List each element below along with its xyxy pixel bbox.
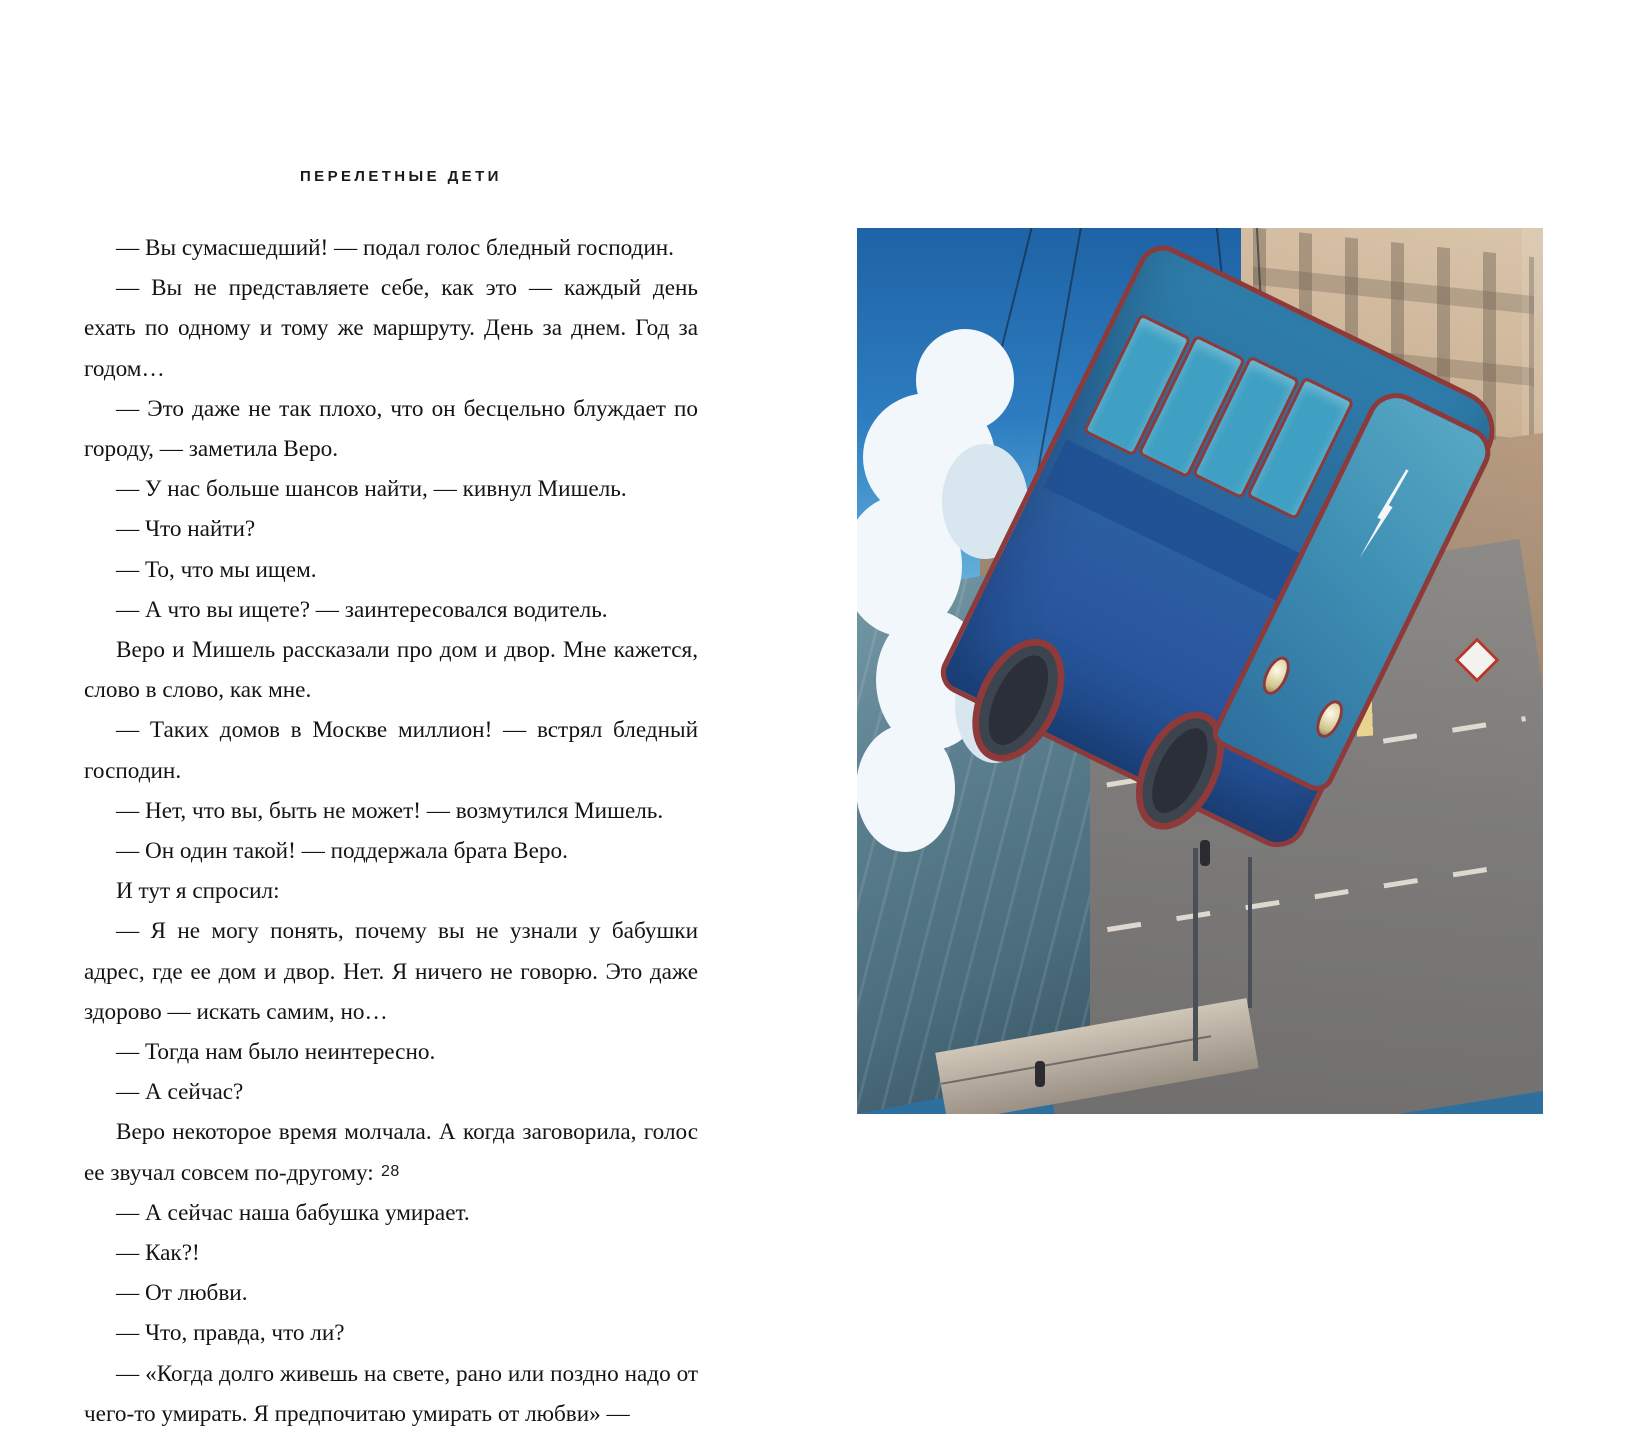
paragraph: Веро и Мишель рассказали про дом и двор. Мне кажется, слово в слово, как мне.: [84, 637, 698, 704]
paragraph: — Тогда нам было неинтересно.: [116, 1039, 436, 1066]
paragraph: — «Когда долго живешь на свете, рано или поздно надо от чего-то умирать. Я предпочитаю умирать от любви» —: [84, 1360, 698, 1427]
street-pole: [1248, 857, 1252, 1008]
street-pole: [1193, 848, 1198, 1061]
pedestrian: [1035, 1061, 1045, 1087]
paragraph: — Вы сумасшедший! — подал голос бледный господин.: [116, 235, 674, 261]
bus-headlight: [1257, 652, 1294, 698]
paragraph: — Таких домов в Москве миллион! — встрял бледный господин.: [84, 717, 698, 784]
paragraph: — Это даже не так плохо, что он бесцельно блуждает по городу, — заметила Веро.: [84, 395, 698, 463]
paragraph: Веро некоторое время молчала. А когда заговорила, голос ее звучал совсем по-другому:: [84, 1119, 698, 1186]
body-text: [84, 228, 698, 1434]
paragraph: — Я не могу понять, почему вы не узнали у бабушки адрес, где ее дом и двор. Нет. Я ничего не говорю. Это даже здорово — искать самим, но…: [84, 918, 698, 1025]
paragraph: — А сейчас наша бабушка умирает.: [116, 1199, 470, 1226]
running-head: ПЕРЕЛЕТНЫЕ ДЕТИ: [300, 168, 502, 185]
left-page: [0, 0, 813, 1427]
paragraph: — Нет, что вы, быть не может! — возмутился Мишель.: [116, 797, 664, 824]
paragraph: — У нас больше шансов найти, — кивнул Мишель.: [116, 476, 627, 503]
paragraph: И тут я спросил:: [116, 878, 280, 905]
paragraph: — От любви.: [116, 1280, 248, 1307]
paragraph: — То, что мы ищем.: [116, 556, 317, 583]
paragraph: — Что найти?: [116, 516, 256, 543]
paragraph: — Вы не представляете себе, как это — каждый день ехать по одному и тому же маршруту. День за днем. Год за годом…: [84, 275, 698, 382]
paragraph: — Как?!: [116, 1240, 200, 1267]
lightning-bolt-icon: [1356, 466, 1411, 562]
paragraph: — Он один такой! — поддержала брата Веро.: [116, 838, 568, 865]
right-page: [813, 0, 1627, 1249]
illustration-trolleybus: [857, 228, 1543, 1114]
paragraph: — А что вы ищете? — заинтересовался водитель.: [116, 596, 608, 623]
paragraph: — А сейчас?: [116, 1079, 244, 1106]
bus-headlight: [1310, 696, 1347, 742]
cloud-puff: [857, 725, 955, 853]
page-number: 28: [381, 1163, 400, 1180]
paragraph: — Что, правда, что ли?: [116, 1320, 345, 1347]
pedestrian: [1200, 840, 1210, 866]
